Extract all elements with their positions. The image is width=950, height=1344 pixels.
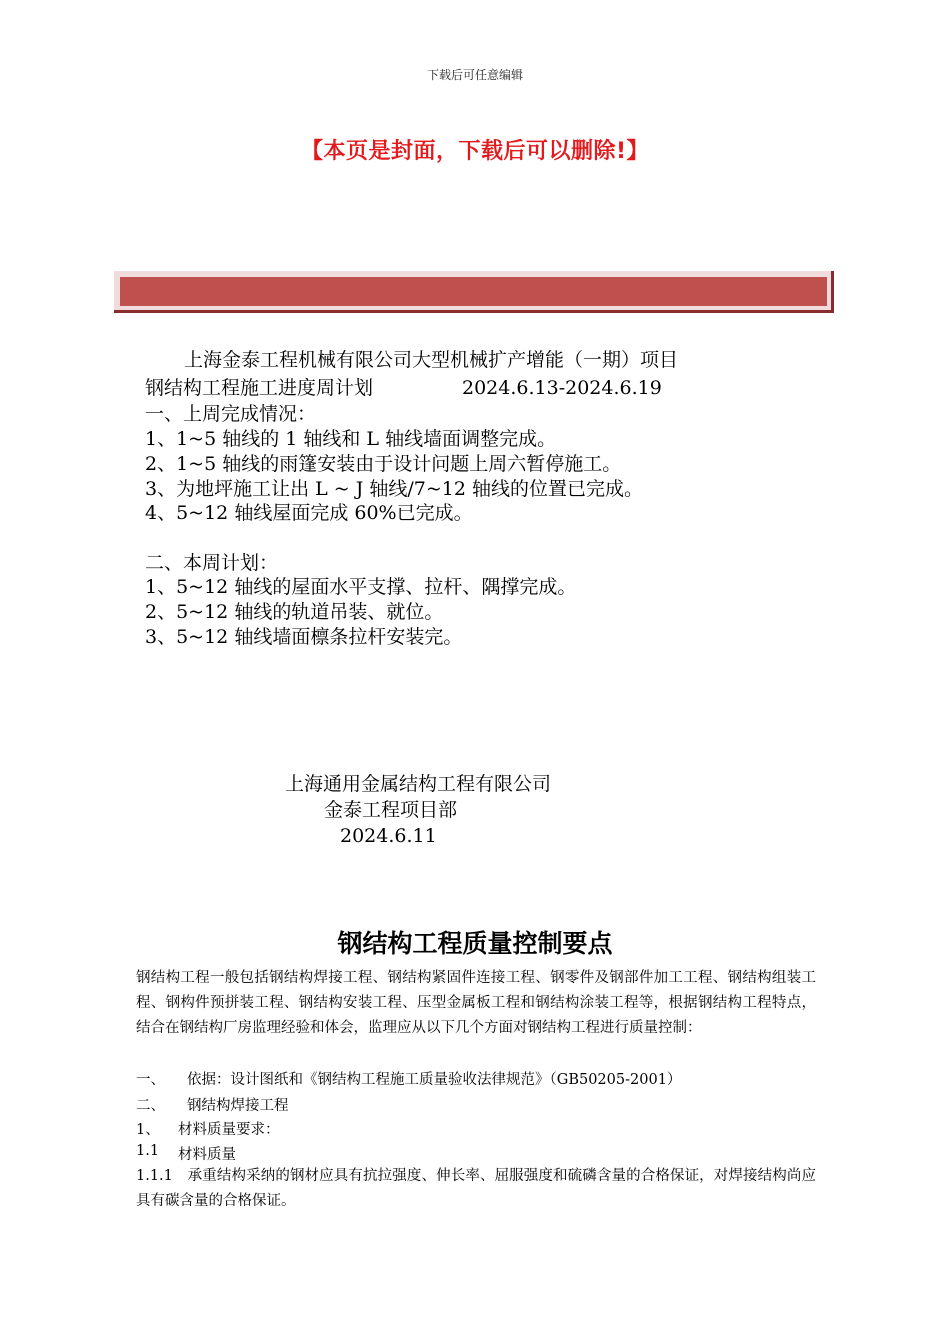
last-week-item: 3、为地坪施工让出 L ~ J 轴线/7~12 轴线的位置已完成。 (145, 478, 644, 500)
banner-bar (120, 277, 827, 306)
section-number: 1、 (136, 1122, 160, 1138)
section-text: 材料质量要求： (178, 1122, 280, 1138)
signature-dept: 金泰工程项目部 (324, 799, 458, 821)
last-week-heading: 一、上周完成情况： (145, 403, 317, 425)
cover-notice: 【本页是封面，下载后可以删除!】 (300, 139, 650, 164)
this-week-item: 2、5~12 轴线的轨道吊装、就位。 (145, 601, 444, 623)
section-text: 材料质量 (178, 1147, 236, 1163)
clause-1-1-1: 1.1.1 承重结构采纳的钢材应具有抗拉强度、伸长率、屈服强度和硫磷含量的合格保证，对焊接结构尚应具有碳含量的合格保证。 (136, 1168, 816, 1209)
plan-date-range: 2024.6.13-2024.6.19 (462, 377, 662, 399)
this-week-item: 1、5~12 轴线的屋面水平支撑、拉杆、隅撑完成。 (145, 576, 577, 598)
signature-date: 2024.6.11 (340, 825, 437, 847)
section-text: 钢结构焊接工程 (187, 1098, 289, 1114)
signature-company: 上海通用金属结构工程有限公司 (285, 773, 552, 795)
header-note: 下载后可任意编辑 (426, 68, 523, 82)
this-week-heading: 二、本周计划： (145, 552, 279, 574)
section-number: 二、 (136, 1098, 165, 1114)
decorative-banner (114, 271, 834, 313)
plan-title-line2: 钢结构工程施工进度周计划 (145, 377, 374, 399)
plan-title-line1: 上海金泰工程机械有限公司大型机械扩产增能（一期）项目 (184, 349, 679, 371)
section-number: 1.1 (136, 1143, 160, 1159)
section-number: 一、 (136, 1072, 165, 1088)
doc-intro-paragraph: 钢结构工程一般包括钢结构焊接工程、钢结构紧固件连接工程、钢零件及钢部件加工工程、钢结构组装工程、钢构件预拼装工程、钢结构安装工程、压型金属板工程和钢结构涂装工程等，根据钢结构工程特点，结合在钢结构厂房监理经验和体会，监理应从以下几个方面对钢结构工程进行质量控制： (136, 970, 816, 1036)
last-week-item: 4、5~12 轴线屋面完成 60%已完成。 (145, 502, 473, 524)
doc-title: 钢结构工程质量控制要点 (337, 929, 613, 958)
last-week-item: 1、1~5 轴线的 1 轴线和 L 轴线墙面调整完成。 (145, 428, 557, 450)
section-text: 依据：设计图纸和《钢结构工程施工质量验收法律规范》（GB50205-2001） (187, 1072, 682, 1088)
this-week-item: 3、5~12 轴线墙面檩条拉杆安装完。 (145, 626, 463, 648)
last-week-item: 2、1~5 轴线的雨篷安装由于设计问题上周六暂停施工。 (145, 453, 622, 475)
